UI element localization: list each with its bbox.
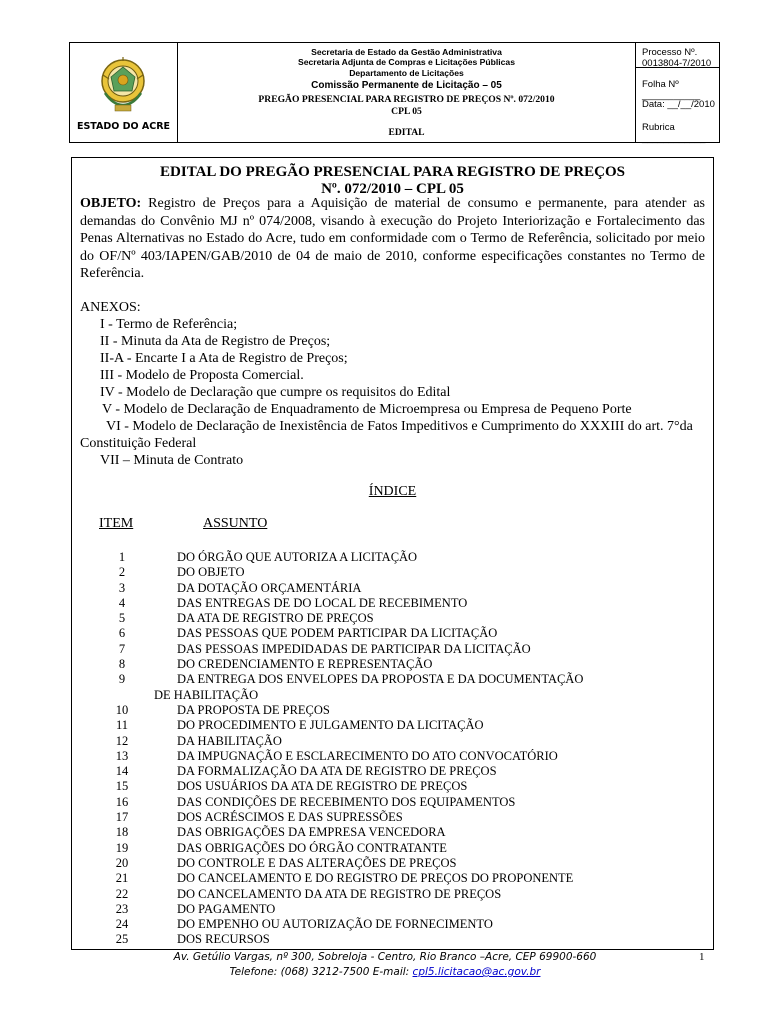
index-row [72, 887, 715, 902]
index-row [72, 596, 715, 611]
index-row [72, 565, 715, 580]
footer-phone: Telefone: (068) 3212-7500 E-mail: [229, 966, 413, 978]
state-name: ESTADO DO ACRE [76, 121, 171, 132]
index-item-subject: DAS OBRIGAÇÕES DO ÓRGÃO CONTRATANTE [177, 840, 447, 855]
objeto-paragraph [80, 195, 705, 283]
index-item-number: 13 [115, 748, 129, 763]
anexo-item: II - Minuta da Ata de Registro de Preços; [100, 334, 331, 349]
index-row [72, 626, 715, 641]
index-item-number: 10 [115, 702, 129, 717]
index-row [72, 611, 715, 626]
anexo-item: I - Termo de Referência; [100, 317, 238, 332]
index-item-subject: DO CANCELAMENTO DA ATA DE REGISTRO DE PREÇOS [177, 886, 502, 901]
objeto-text: Registro de Preços para a Aquisição de material de consumo e permanente, para atender as demandas do Convênio MJ nº 074/2008, visando à execução do Projeto Interiorização e Fortalecimento das Penas Alternativas no Estado do Acre, tudo em conformidade com o Termo de Referência, solicitado por meio do OF/Nº 403/IAPEN/GAB/2010 de 04 de maio de 2010, conforme especificações constantes no Termo de Referência. [80, 196, 705, 281]
index-item-number: 21 [115, 871, 129, 886]
index-item-number: 20 [115, 855, 129, 870]
index-item-number: 24 [115, 917, 129, 932]
index-row [72, 657, 715, 672]
index-item-subject: DOS RECURSOS [177, 932, 270, 947]
index-item-number: 22 [115, 886, 129, 901]
header-center-cell [178, 43, 636, 142]
header-line-4: Comissão Permanente de Licitação – 05 [311, 80, 502, 91]
folha-field: Folha Nº ___________ [642, 79, 701, 101]
index-row [72, 917, 715, 932]
index-item-subject: DA PROPOSTA DE PREÇOS [177, 702, 330, 717]
anexo-item: VII – Minuta de Contrato [100, 453, 244, 468]
index-item-number: 14 [115, 764, 129, 779]
index-item-number: 5 [118, 611, 126, 626]
index-row [72, 932, 715, 947]
rubrica-field: Rubrica ____________ [642, 122, 706, 144]
index-item-number: 7 [118, 641, 126, 656]
index-item-number: 2 [118, 565, 126, 580]
anexos-label: ANEXOS: [80, 300, 141, 315]
index-row [72, 810, 715, 825]
anexo-item: IV - Modelo de Declaração que cumpre os requisitos do Edital [100, 385, 451, 400]
anexo-item [80, 418, 705, 452]
index-row [72, 841, 715, 856]
index-row [72, 734, 715, 749]
index-row [72, 825, 715, 840]
page-number: 1 [699, 951, 705, 963]
index-item-subject: DAS PESSOAS QUE PODEM PARTICIPAR DA LICITAÇÃO [177, 626, 498, 641]
indice-list [72, 550, 715, 948]
index-item-subject: DO EMPENHO OU AUTORIZAÇÃO DE FORNECIMENTO [177, 917, 493, 932]
index-row [72, 902, 715, 917]
index-item-subject: DO PAGAMENTO [177, 901, 276, 916]
index-item-number: 19 [115, 840, 129, 855]
indice-title: ÍNDICE [368, 484, 417, 499]
anexos-list [80, 299, 705, 469]
index-item-subject: DAS OBRIGAÇÕES DA EMPRESA VENCEDORA [177, 825, 446, 840]
index-item-subject: DO CREDENCIAMENTO E REPRESENTAÇÃO [177, 657, 433, 672]
anexo-item: II-A - Encarte I a Ata de Registro de Preços; [100, 351, 348, 366]
index-row [72, 581, 715, 596]
index-item-number: 25 [115, 932, 129, 947]
header-right-cell [636, 43, 719, 142]
index-item-number: 1 [118, 550, 126, 564]
edital-number: Nº. 072/2010 – CPL 05 [321, 181, 464, 197]
index-row [72, 764, 715, 779]
index-row [72, 856, 715, 871]
index-item-number: 11 [115, 718, 129, 733]
edital-body [71, 157, 714, 950]
index-item-subject: DA ATA DE REGISTRO DE PREÇOS [177, 611, 374, 626]
index-item-subject: DO ÓRGÃO QUE AUTORIZA A LICITAÇÃO [177, 550, 418, 564]
header-line-5: PREGÃO PRESENCIAL PARA REGISTRO DE PREÇOS Nº. 072/2010 [258, 94, 555, 105]
footer-address: Av. Getúlio Vargas, nº 300, Sobreloja - Centro, Rio Branco –Acre, CEP 69900-660 [173, 951, 597, 963]
index-item-subject: DO CANCELAMENTO E DO REGISTRO DE PREÇOS DO PROPONENTE [177, 871, 574, 886]
index-item-number: 8 [118, 657, 126, 672]
header-logo-cell [70, 43, 178, 142]
index-item-subject: DA HABILITAÇÃO [177, 733, 282, 748]
index-row [72, 550, 715, 565]
index-row [72, 672, 715, 687]
index-item-number: 16 [115, 794, 129, 809]
header-line-7: EDITAL [388, 127, 425, 138]
index-row [72, 688, 715, 703]
index-item-number: 3 [118, 580, 126, 595]
data-field: Data: __/__/2010 [642, 99, 715, 110]
processo-number: Processo Nº. 0013804-7/2010 [642, 47, 712, 69]
index-row [72, 749, 715, 764]
document-header [69, 42, 720, 143]
index-row [72, 642, 715, 657]
index-item-number: 9 [118, 672, 126, 687]
header-line-2: Secretaria Adjunta de Compras e Licitações Públicas [298, 57, 515, 67]
index-item-number: 4 [118, 595, 126, 610]
state-seal-icon [99, 53, 147, 119]
anexo-item: V - Modelo de Declaração de Enquadramento de Microempresa ou Empresa de Pequeno Porte [102, 402, 632, 417]
anexo-item-text: VI - Modelo de Declaração de Inexistência de Fatos Impeditivos e Cumprimento do XXXIII do art. 7°da Constituição Federal [80, 419, 693, 451]
edital-title: EDITAL DO PREGÃO PRESENCIAL PARA REGISTRO DE PREÇOS [160, 164, 625, 180]
index-item-subject: DA ENTREGA DOS ENVELOPES DA PROPOSTA E DA DOCUMENTAÇÃO [177, 672, 584, 687]
index-row [72, 718, 715, 733]
index-item-number: 6 [118, 626, 126, 641]
index-row [72, 779, 715, 794]
index-item-subject: DAS PESSOAS IMPEDIDADAS DE PARTICIPAR DA LICITAÇÃO [177, 641, 531, 656]
index-item-subject: DOS ACRÉSCIMOS E DAS SUPRESSÕES [177, 810, 403, 825]
index-item-subject: DOS USUÁRIOS DA ATA DE REGISTRO DE PREÇOS [177, 779, 468, 794]
index-item-subject: DAS ENTREGAS DE DO LOCAL DE RECEBIMENTO [177, 595, 468, 610]
index-item-subject: DO PROCEDIMENTO E JULGAMENTO DA LICITAÇÃO [177, 718, 484, 733]
index-item-subject: DO CONTROLE E DAS ALTERAÇÕES DE PREÇOS [177, 855, 457, 870]
index-item-subject: DA FORMALIZAÇÃO DA ATA DE REGISTRO DE PREÇOS [177, 764, 497, 779]
index-item-subject: DE HABILITAÇÃO [154, 687, 259, 702]
index-item-subject: DAS CONDIÇÕES DE RECEBIMENTO DOS EQUIPAMENTOS [177, 794, 516, 809]
email-link[interactable]: cpl5.licitacao@ac.gov.br [412, 966, 541, 978]
index-item-number: 12 [115, 733, 129, 748]
header-line-1: Secretaria de Estado da Gestão Administrativa [311, 47, 502, 57]
divider [636, 67, 719, 68]
index-item-number: 23 [115, 901, 129, 916]
anexo-item: III - Modelo de Proposta Comercial. [100, 368, 304, 383]
footer-contact [0, 966, 770, 978]
index-row [72, 871, 715, 886]
header-line-6: CPL 05 [391, 106, 422, 117]
column-header-item: ITEM [99, 516, 134, 531]
index-item-subject: DO OBJETO [177, 565, 245, 580]
index-row [72, 703, 715, 718]
column-header-assunto: ASSUNTO [203, 516, 268, 531]
index-item-number: 18 [115, 825, 129, 840]
index-row [72, 795, 715, 810]
objeto-label: OBJETO: [80, 196, 142, 211]
index-item-subject: DA IMPUGNAÇÃO E ESCLARECIMENTO DO ATO CONVOCATÓRIO [177, 748, 558, 763]
header-line-3: Departamento de Licitações [349, 68, 464, 78]
index-item-number: 15 [115, 779, 129, 794]
index-item-subject: DA DOTAÇÃO ORÇAMENTÁRIA [177, 580, 362, 595]
index-item-number: 17 [115, 810, 129, 825]
